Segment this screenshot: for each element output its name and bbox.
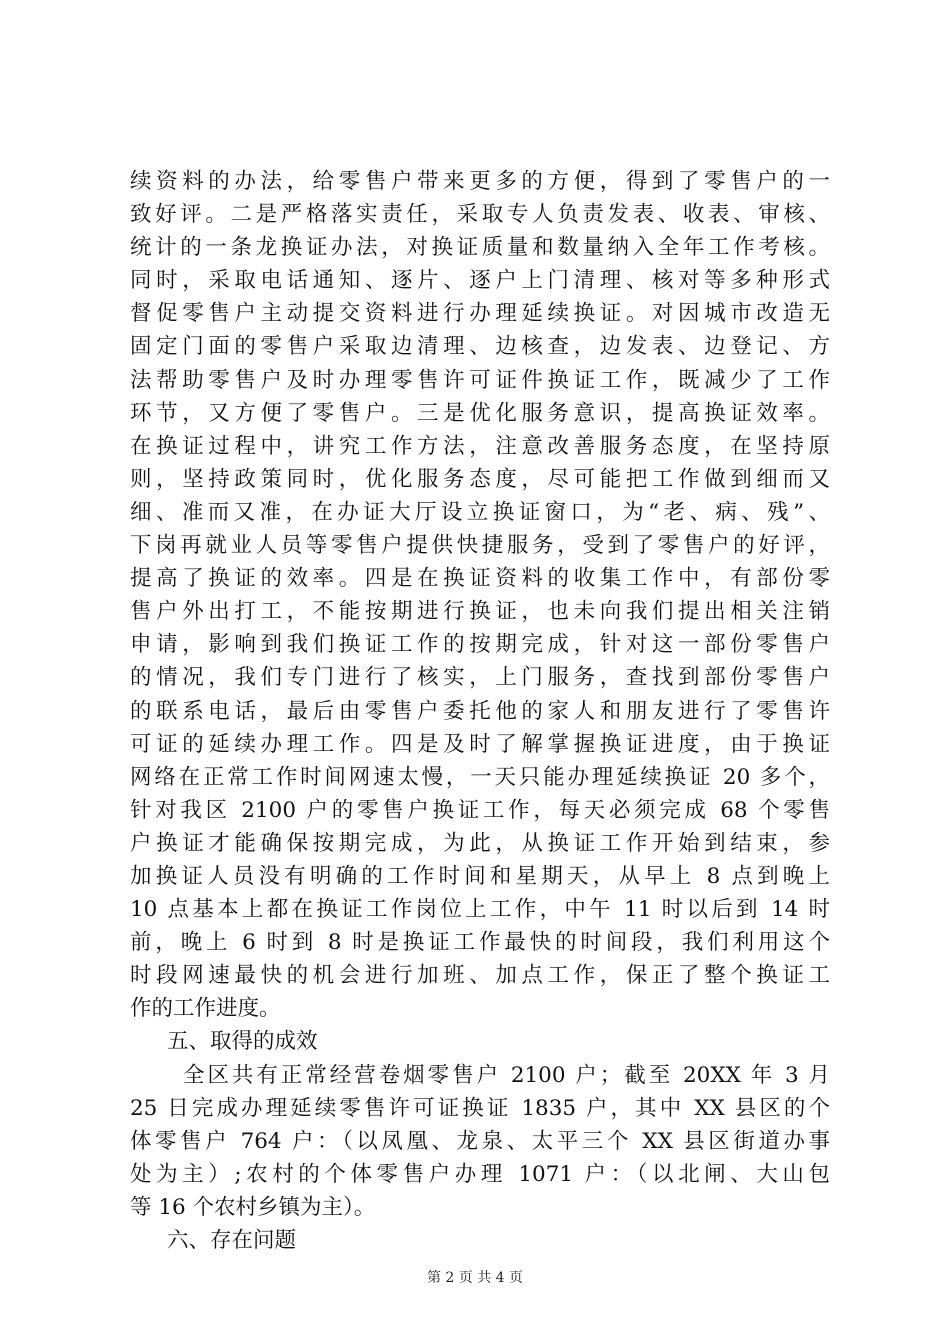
text-line: 前，晚上 6 时到 8 时是换证工作最快的时间段，我们利用这个: [130, 930, 830, 956]
text-line: 法帮助零售户及时办理零售许可证件换证工作，既减少了工作: [130, 367, 830, 393]
text-line: 则，坚持政策同时，优化服务态度，尽可能把工作做到细而又: [130, 466, 830, 492]
text-line: 处为主）;农村的个体零售户办理 1071 户：（以北闸、大山包: [130, 1161, 830, 1187]
text-line: 加换证人员没有明确的工作时间和星期天，从早上 8 点到晚上: [130, 863, 830, 889]
text-line: 在换证过程中，讲究工作方法，注意改善服务态度，在坚持原: [130, 433, 830, 459]
section-heading: 五、取得的成效: [167, 1029, 318, 1055]
text-line: 细、准而又准，在办证大厅设立换证窗口，为“老、病、残”、: [130, 499, 830, 525]
text-line: 等 16 个农村乡镇为主）。: [130, 1194, 376, 1220]
text-line: 户换证才能确保按期完成，为此，从换证工作开始到结束，参: [130, 830, 830, 856]
text-line: 致好评。二是严格落实责任，采取专人负责发表、收表、审核、: [130, 202, 830, 228]
page-footer: 第 2 页 共 4 页: [426, 1270, 524, 1286]
text-line: 下岗再就业人员等零售户提供快捷服务，受到了零售户的好评，: [130, 533, 830, 559]
text-line: 10 点基本上都在换证工作岗位上工作，中午 11 时以后到 14 时: [130, 897, 830, 923]
text-line: 可证的延续办理工作。四是及时了解掌握换证进度，由于换证: [130, 731, 830, 757]
text-line: 申请，影响到我们换证工作的按期完成，针对这一部份零售户: [130, 632, 830, 658]
text-line: 作的工作进度。: [130, 996, 281, 1022]
text-line: 同时，采取电话通知、逐片、逐户上门清理、核对等多种形式: [130, 268, 830, 294]
text-line: 统计的一条龙换证办法，对换证质量和数量纳入全年工作考核。: [130, 235, 830, 261]
text-line: 针对我区 2100 户的零售户换证工作，每天必须完成 68 个零售: [130, 797, 830, 823]
text-line: 的情况，我们专门进行了核实，上门服务，查找到部份零售户: [130, 665, 830, 691]
text-line: 25 日完成办理延续零售许可证换证 1835 户，其中 XX 县区的个: [130, 1095, 830, 1121]
section-heading: 六、存在问题: [167, 1228, 297, 1253]
text-line: 全区共有正常经营卷烟零售户 2100 户；截至 20XX 年 3 月: [183, 1062, 830, 1088]
text-line: 网络在正常工作时间网速太慢，一天只能办理延续换证 20 多个，: [130, 764, 830, 790]
document-body: [130, 165, 830, 1257]
text-line: 时段网速最快的机会进行加班、加点工作，保正了整个换证工: [130, 963, 830, 989]
text-line: 体零售户 764 户：（以凤凰、龙泉、太平三个 XX 县区街道办事: [130, 1128, 830, 1154]
text-line: 续资料的办法，给零售户带来更多的方便，得到了零售户的一: [130, 169, 830, 194]
text-line: 督促零售户主动提交资料进行办理延续换证。对因城市改造无: [130, 301, 830, 327]
text-line: 环节，又方便了零售户。三是优化服务意识，提高换证效率。: [130, 400, 830, 426]
text-line: 的联系电话，最后由零售户委托他的家人和朋友进行了零售许: [130, 698, 830, 724]
text-line: 固定门面的零售户采取边清理、边核查，边发表、边登记、方: [130, 334, 830, 360]
text-line: 提高了换证的效率。四是在换证资料的收集工作中，有部份零: [130, 566, 830, 592]
text-line: 售户外出打工，不能按期进行换证，也未向我们提出相关注销: [130, 599, 830, 625]
